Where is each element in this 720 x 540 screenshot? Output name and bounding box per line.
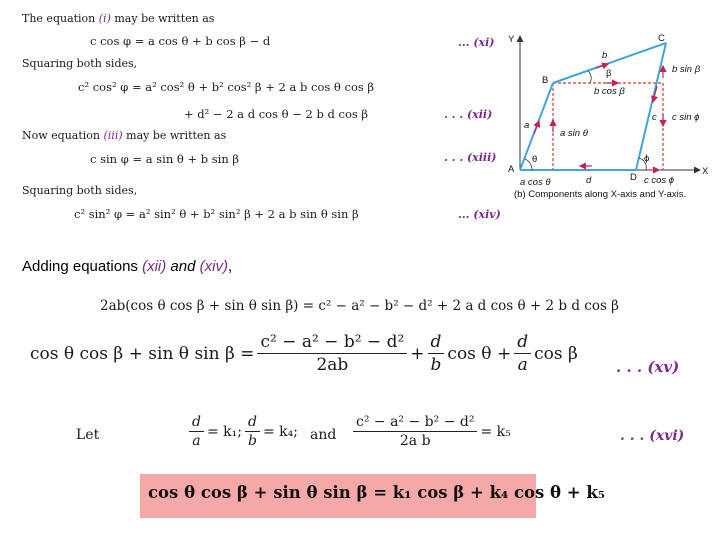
label-A: A (508, 164, 515, 175)
adding-ref-xiv: (xiv) (199, 258, 228, 275)
label-b-sin-beta: b sin β (672, 64, 701, 75)
label-b-cos-beta: b cos β (594, 86, 625, 97)
angle-beta-arc (588, 71, 591, 83)
label-d: d (586, 175, 592, 186)
k5-definition: $\frac{\text{c² − a² − b² − d²}}{\text{2a b}}$ = k₅ (350, 414, 511, 449)
adding-equations-text: Adding equations (xii) and (xiv), (22, 258, 233, 275)
arrow-a (534, 121, 539, 134)
four-bar-component-diagram (496, 26, 716, 206)
label-y: Y (508, 34, 515, 45)
paragraph-equation-i: The equation (i) may be written as (22, 12, 215, 25)
reference-i: (i) (98, 12, 111, 25)
k5-fraction: $\frac{\text{c² − a² − b² − d²}}{\text{2a b}}$ (353, 414, 477, 449)
equation-xv: cos θ cos β + sin θ sin β = $\frac{\text{c² − a² − b² − d²}}{2ab}$ + $\frac{d}{b}$ cos θ + $\frac{d}{a}$ cos β (30, 332, 578, 375)
paragraph-equation-iii: Now equation (iii) may be written as (22, 129, 227, 142)
label-a-cos-theta: a cos θ (520, 177, 551, 188)
label-beta: β (606, 68, 612, 79)
equation-ref-xiv: ... (xiv) (458, 208, 501, 221)
equation-xiii: c sin φ = a sin θ + b sin β (90, 152, 240, 166)
equation-ref-xiii: . . . (xiii) (444, 151, 497, 164)
diagram-caption: (b) Components along X-axis and Y-axis. (514, 189, 687, 200)
paragraph-squaring-1: Squaring both sides, (22, 57, 138, 70)
equation-ref-xii: . . . (xii) (444, 108, 493, 121)
xv-fraction-2: $\frac{d}{b}$ (428, 332, 445, 375)
label-C: C (658, 33, 665, 44)
equation-xiv: c² sin² φ = a² sin² θ + b² sin² β + 2 a b sin θ sin β (74, 207, 359, 221)
label-c-cos-phi: c cos ϕ (644, 175, 675, 186)
label-a: a (524, 120, 530, 131)
angle-theta-arc (525, 159, 532, 170)
xv-fraction-1: $\frac{\text{c² − a² − b² − d²}}{2ab}$ (257, 332, 407, 375)
k1-fraction: $\frac{d}{a}$ (189, 414, 204, 449)
equation-xi: c cos φ = a cos θ + b cos β − d (90, 34, 271, 48)
label-B: B (542, 75, 549, 86)
xv-fraction-3: $\frac{d}{a}$ (514, 332, 531, 375)
label-b: b (602, 50, 608, 61)
equation-xii-line1: c² cos² φ = a² cos² θ + b² cos² β + 2 a b cos θ cos β (78, 80, 375, 94)
adding-ref-xii: (xii) (142, 258, 167, 275)
link-c (636, 43, 666, 170)
equation-xii-line2: + d² − 2 a d cos θ − 2 b d cos β (184, 107, 369, 121)
equation-ref-xv: . . . (xv) (616, 358, 680, 376)
let-label: Let (76, 427, 100, 443)
and-label: and (310, 427, 337, 443)
label-D: D (630, 172, 637, 183)
expanded-sum-equation: 2ab(cos θ cos β + sin θ sin β) = c² − a² − b² − d² + 2 a d cos θ + 2 b d cos β (100, 298, 619, 314)
equation-ref-xi: ... (xi) (458, 36, 495, 49)
label-x: X (702, 166, 709, 177)
k4-fraction: $\frac{d}{b}$ (245, 414, 260, 449)
reference-iii: (iii) (103, 129, 123, 142)
paragraph-squaring-2: Squaring both sides, (22, 184, 138, 197)
label-c-sin-phi: c sin ϕ (672, 112, 700, 123)
equation-ref-xvi: . . . (xvi) (620, 428, 685, 444)
label-c-link: c (652, 112, 657, 123)
final-equation: cos θ cos β + sin θ sin β = k₁ cos β + k₄ cos θ + k₅ (148, 483, 606, 502)
k1-k4-definitions: $\frac{d}{a}$ = k₁; $\frac{d}{b}$ = k₄; (186, 414, 298, 449)
label-theta: θ (532, 154, 538, 165)
label-a-sin-theta: a sin θ (560, 128, 588, 139)
label-phi: ϕ (644, 153, 650, 164)
